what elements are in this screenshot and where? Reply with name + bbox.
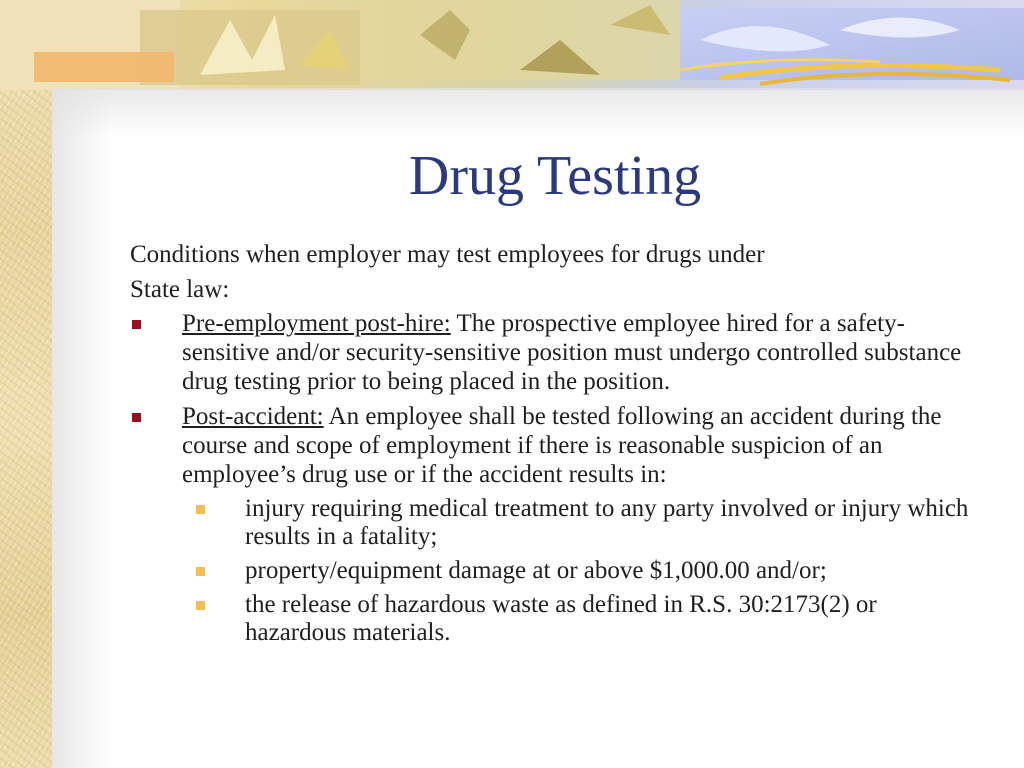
bullet-text: The prospective employee hired for a safety-sensitive and/or security-sensitive position must undergo controlled substance drug testing prior to being placed in the position. — [182, 310, 962, 395]
square-bullet-icon — [196, 601, 205, 610]
decorative-top-banner — [0, 0, 1024, 90]
slide-title: Drug Testing — [408, 145, 702, 207]
intro-line-2: State law: — [130, 276, 230, 303]
square-bullet-icon — [196, 567, 205, 576]
bullet-label: Pre-employment post-hire: — [182, 310, 451, 337]
sub-bullet-text: injury requiring medical treatment to any party involved or injury which results in a fatality; — [245, 495, 969, 550]
decorative-left-strip — [0, 0, 52, 768]
bullet-text: An employee shall be tested following an accident during the course and scope of employment if there is reasonable suspicion of an employee’s drug use or if the accident results in: — [182, 403, 942, 488]
intro-line-1: Conditions when employer may test employees for drugs under — [130, 241, 765, 268]
sub-bullet-list — [130, 495, 980, 647]
square-bullet-icon — [132, 413, 141, 422]
sub-bullet-text: property/equipment damage at or above $1,000.00 and/or; — [245, 557, 827, 584]
bullet-item-post-accident — [130, 402, 980, 489]
sub-bullet-item — [130, 591, 980, 647]
sub-bullet-item — [130, 495, 980, 551]
bullet-label: Post-accident: — [182, 403, 324, 430]
square-bullet-icon — [132, 320, 141, 329]
bullet-item-pre-employment — [130, 309, 980, 396]
content-shadow — [52, 88, 1024, 138]
square-bullet-icon — [196, 505, 205, 514]
sub-bullet-text: the release of hazardous waste as defined in R.S. 30:2173(2) or hazardous materials. — [245, 591, 877, 646]
sub-bullet-item — [130, 557, 980, 585]
slide-body — [130, 237, 980, 647]
